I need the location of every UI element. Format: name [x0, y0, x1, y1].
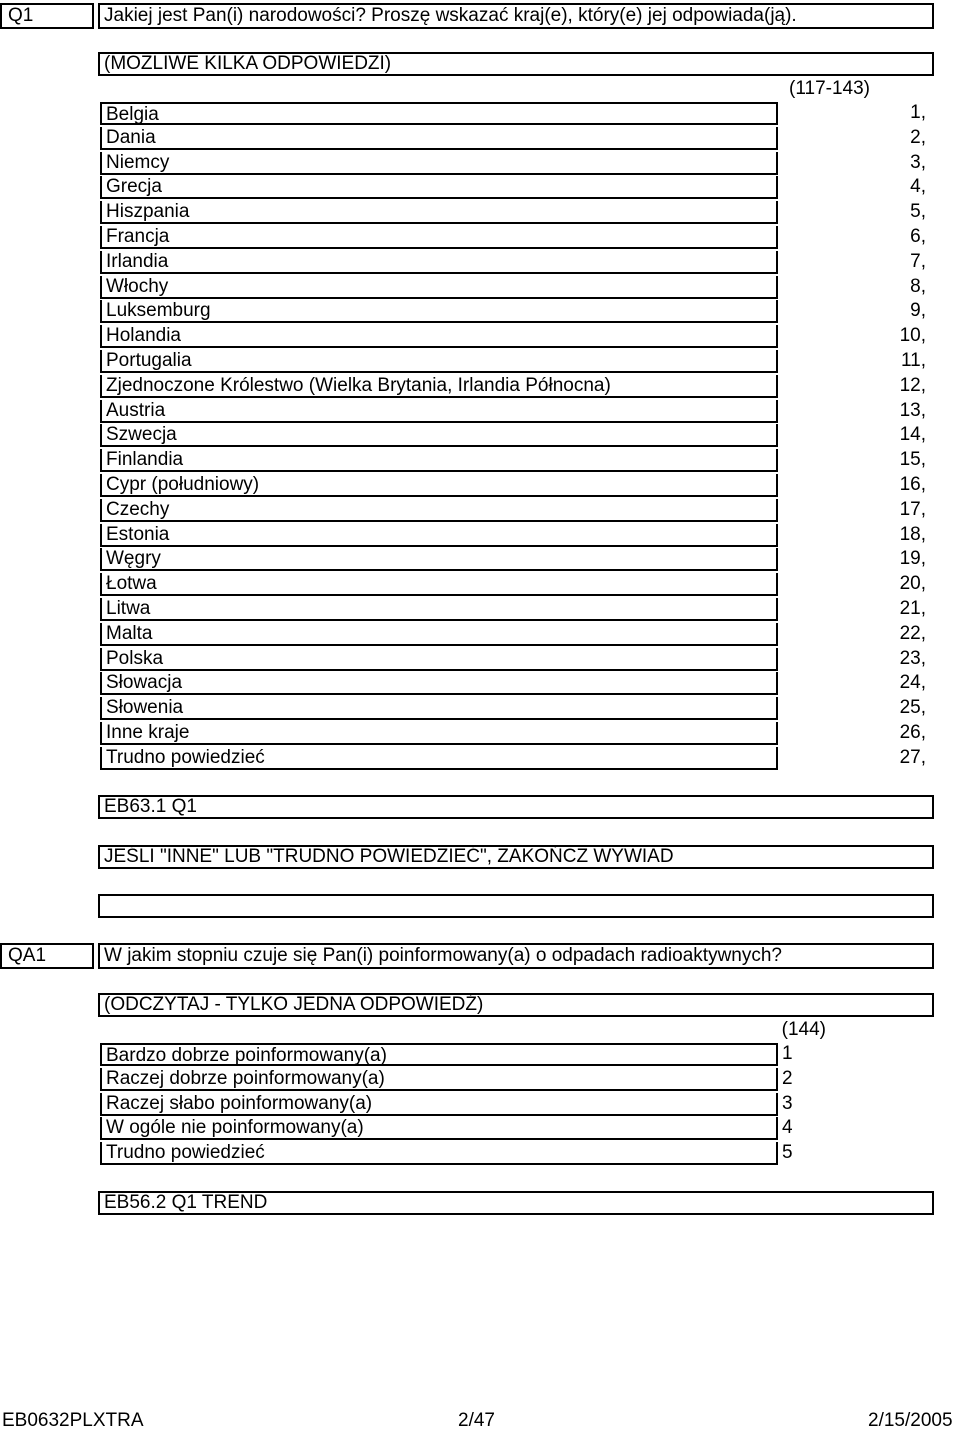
answer-code: 6, [910, 225, 926, 247]
answer-label: Francja [100, 226, 778, 249]
answer-code: 2 [782, 1067, 793, 1089]
answer-code: 8, [910, 275, 926, 297]
document-date: 2/15/2005 [868, 1410, 953, 1431]
answer-code: 5, [910, 201, 926, 223]
question-id: Q1 [0, 3, 94, 29]
answer-code: 23, [899, 647, 926, 669]
answer-label: Niemcy [100, 152, 778, 175]
document-id: EB0632PLXTRA [2, 1410, 144, 1431]
source-reference: EB63.1 Q1 [98, 795, 934, 819]
answer-label: Raczej słabo poinformowany(a) [100, 1093, 778, 1116]
answer-code: 20, [899, 573, 926, 595]
answer-code: 21, [899, 597, 926, 619]
answer-label: Cypr (południowy) [100, 474, 778, 497]
answer-label: Węgry [100, 548, 778, 571]
question-id: QA1 [0, 943, 94, 969]
answer-code: 16, [899, 473, 926, 495]
answer-label: Zjednoczone Królestwo (Wielka Brytania, Irlandia Północna) [100, 375, 778, 398]
answer-label: Austria [100, 400, 778, 423]
code-range: (144) [781, 1019, 826, 1040]
answer-code: 5 [782, 1142, 793, 1164]
answer-label: Słowacja [100, 672, 778, 695]
answer-code: 1, [910, 102, 926, 123]
answer-label: Raczej dobrze poinformowany(a) [100, 1068, 778, 1091]
answer-label: Hiszpania [100, 201, 778, 224]
answer-label: Szwecja [100, 424, 778, 447]
answer-code: 15, [899, 449, 926, 471]
instruction: (MOŻLIWE KILKA ODPOWIEDZI) [98, 52, 934, 76]
routing-note: JEŚLI "INNE" LUB "TRUDNO POWIEDZIEĆ", ZAKOŃCZ WYWIAD [98, 845, 934, 869]
answer-label: Finlandia [100, 449, 778, 472]
answer-code: 4 [782, 1117, 793, 1139]
answer-code: 27, [899, 746, 926, 768]
answer-label: Słowenia [100, 697, 778, 720]
answer-label: Trudno powiedzieć [100, 1142, 778, 1165]
answer-code: 18, [899, 523, 926, 545]
answer-code: 10, [899, 325, 926, 347]
answer-label: Inne kraje [100, 722, 778, 745]
answer-code: 13, [899, 399, 926, 421]
answer-code: 19, [899, 548, 926, 570]
answer-label: Litwa [100, 598, 778, 621]
answer-label: Portugalia [100, 350, 778, 373]
answer-label: Irlandia [100, 251, 778, 274]
answer-label: Grecja [100, 176, 778, 199]
question-text: W jakim stopniu czuje się Pan(i) poinformowany(a) o odpadach radioaktywnych? [98, 943, 934, 969]
answer-code: 7, [910, 250, 926, 272]
answer-label: W ogóle nie poinformowany(a) [100, 1117, 778, 1140]
answer-code: 2, [910, 126, 926, 148]
instruction: (ODCZYTAJ - TYLKO JEDNA ODPOWIEDŹ) [98, 993, 934, 1017]
answer-label: Belgia [100, 102, 778, 125]
answer-code: 14, [899, 424, 926, 446]
answer-label: Trudno powiedzieć [100, 747, 778, 770]
answer-code: 22, [899, 622, 926, 644]
empty-box [98, 894, 934, 918]
answer-code: 26, [899, 721, 926, 743]
answer-code: 17, [899, 498, 926, 520]
answer-label: Luksemburg [100, 300, 778, 323]
question-text: Jakiej jest Pan(i) narodowości? Proszę wskazać kraj(e), który(e) jej odpowiada(ją). [98, 3, 934, 29]
answer-code: 24, [899, 672, 926, 694]
answer-code: 3, [910, 151, 926, 173]
answer-label: Łotwa [100, 573, 778, 596]
answer-label: Czechy [100, 499, 778, 522]
source-reference: EB56.2 Q1 TREND [98, 1191, 934, 1215]
answer-code: 4, [910, 176, 926, 198]
answer-code: 25, [899, 697, 926, 719]
code-range: (117-143) [789, 78, 870, 99]
answer-code: 11, [900, 349, 926, 371]
answer-label: Bardzo dobrze poinformowany(a) [100, 1043, 778, 1066]
answer-label: Dania [100, 127, 778, 150]
answer-code: 1 [782, 1043, 793, 1064]
answer-label: Malta [100, 623, 778, 646]
answer-code: 3 [782, 1092, 793, 1114]
answer-label: Włochy [100, 276, 778, 299]
answer-code: 9, [910, 300, 926, 322]
answer-label: Polska [100, 648, 778, 671]
page-number: 2/47 [458, 1410, 495, 1431]
answer-code: 12, [899, 374, 926, 396]
answer-label: Holandia [100, 325, 778, 348]
answer-label: Estonia [100, 524, 778, 547]
